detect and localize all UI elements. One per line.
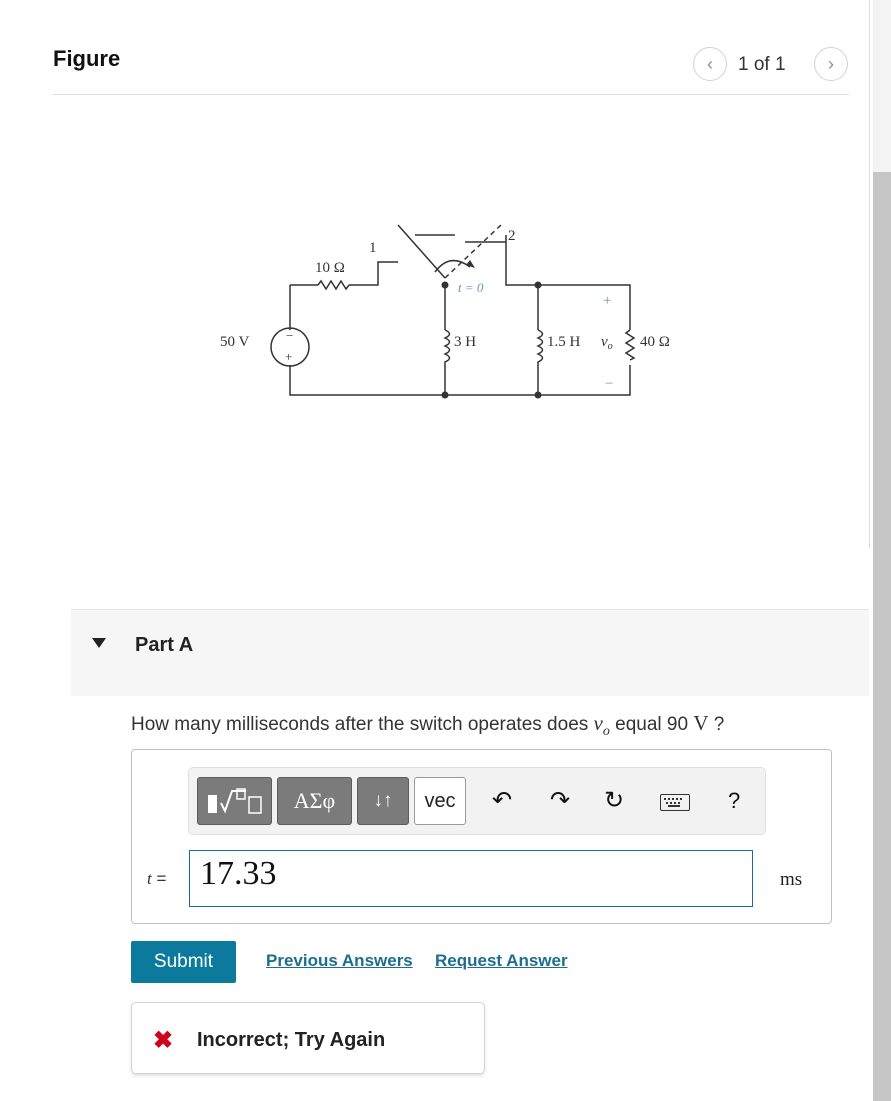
switch-pos1-label: 1 (369, 240, 377, 256)
resistor2-label: 40 Ω (640, 334, 670, 350)
wire (538, 285, 630, 330)
undo-icon[interactable]: ↶ (492, 787, 513, 814)
question-prefix: How many milliseconds after the switch operates does (131, 714, 589, 735)
node (535, 392, 542, 399)
switch-pos2-label: 2 (508, 228, 516, 244)
answer-variable-label: t = (147, 869, 167, 888)
submit-button[interactable]: Submit (131, 941, 236, 983)
vector-button[interactable]: vec (414, 777, 466, 825)
resistor1-label: 10 Ω (315, 260, 345, 276)
output-plus: + (603, 293, 612, 309)
question-middle: equal 90 (615, 714, 689, 735)
question-text (131, 711, 724, 740)
chevron-left-icon: ‹ (707, 53, 713, 74)
previous-figure-button[interactable] (693, 47, 727, 81)
figure-pager: 1 of 1 (738, 54, 786, 75)
request-answer-link[interactable]: Request Answer (435, 951, 568, 970)
keyboard-icon[interactable] (660, 794, 690, 811)
question-variable: $v_o$ (593, 711, 610, 740)
answer-unit: ms (780, 869, 803, 890)
node (535, 282, 542, 289)
inductor-1-5h (538, 330, 543, 395)
output-voltage-label: $v_o$ (601, 334, 613, 352)
question-unit: V (693, 711, 709, 735)
part-title: Part A (135, 634, 194, 656)
inductor2-label: 1.5 H (547, 334, 581, 350)
panel-divider (869, 0, 870, 548)
subscript-superscript-button[interactable]: ↓↑ (357, 777, 409, 825)
answer-input[interactable]: 17.33 (189, 850, 753, 907)
caret-down-icon[interactable] (92, 638, 106, 648)
chevron-right-icon: › (828, 53, 834, 74)
inductor1-label: 3 H (454, 334, 477, 350)
circuit-diagram (210, 210, 680, 410)
feedback-text: Incorrect; Try Again (197, 1029, 386, 1051)
greek-symbols-button[interactable]: ΑΣφ (277, 777, 352, 825)
previous-answers-link[interactable]: Previous Answers (266, 951, 413, 970)
templates-button[interactable] (197, 777, 272, 825)
switch-blade (398, 225, 445, 278)
templates-icon (205, 785, 265, 817)
wire (349, 262, 398, 285)
resistor-40-ohm (626, 330, 634, 360)
output-minus: − (605, 376, 614, 392)
figure-divider (53, 94, 849, 95)
switch-dashed (445, 225, 501, 278)
help-button[interactable]: ? (728, 788, 741, 813)
source-label: 50 V (220, 334, 250, 350)
wire (290, 365, 445, 395)
switch-arrow (466, 260, 475, 268)
reset-icon[interactable]: ↻ (604, 787, 625, 814)
node (442, 282, 449, 289)
source-minus: − (286, 328, 294, 343)
question-suffix: ? (713, 714, 725, 735)
error-x-icon: ✖ (153, 1027, 174, 1054)
next-figure-button[interactable] (814, 47, 848, 81)
resistor-10-ohm (318, 281, 349, 289)
source-plus: + (285, 349, 293, 364)
redo-icon[interactable]: ↷ (550, 787, 571, 814)
scrollbar-thumb[interactable] (873, 172, 891, 1101)
inductor-3h (445, 330, 450, 395)
switch-time-label: t = 0 (458, 280, 484, 295)
figure-title: Figure (53, 46, 121, 71)
node (442, 392, 449, 399)
keyboard-keys-icon (661, 795, 688, 809)
